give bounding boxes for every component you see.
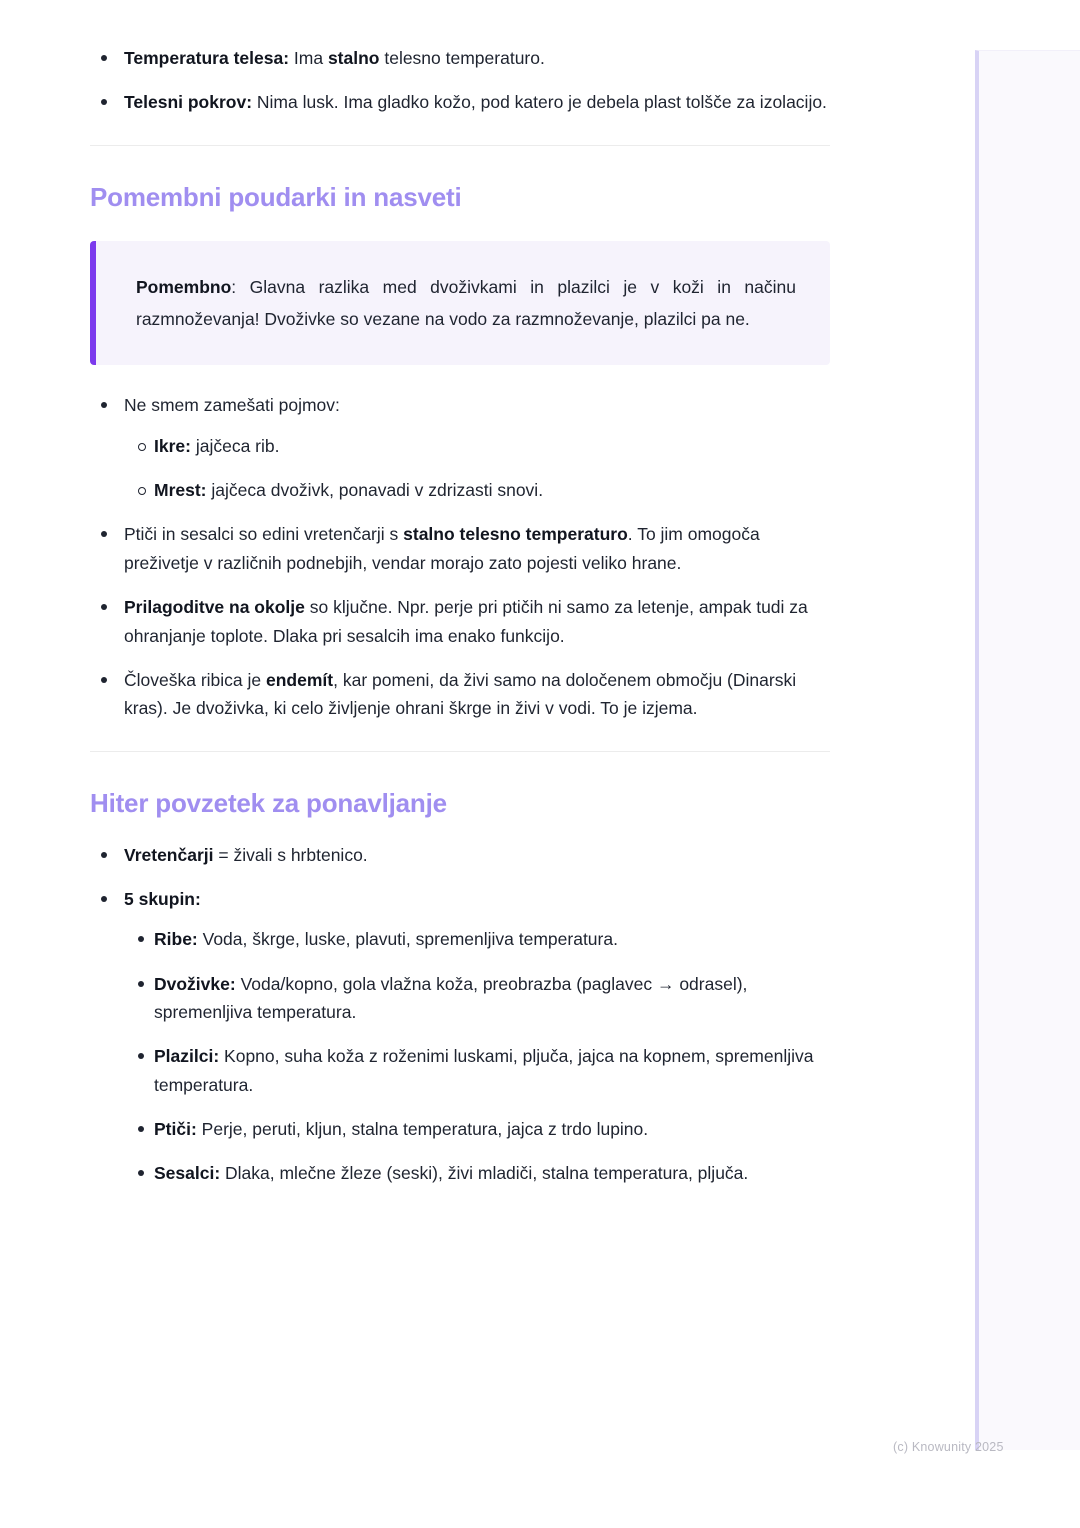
list-item-text: Kopno, suha koža z roženimi luskami, pljuča, jajca na kopnem, spremenljiva temperatura. (154, 1046, 814, 1095)
list-item-emphasis: endemít (266, 669, 334, 690)
section-heading-summary: Hiter povzetek za ponavljanje (90, 787, 447, 818)
list-item-text-tail: . To jim omogoča preživetje v različnih podnebjih, vendar morajo zato pojesti veliko hrane. (124, 524, 760, 573)
list-item-term: Plazilci: (154, 1046, 220, 1067)
list-item (124, 970, 830, 1027)
list-item (124, 1042, 830, 1099)
watermark: (c) Knowunity 2025 (893, 1440, 1004, 1454)
list-item-text-lead: Ptiči in sesalci so edini vretenčarji s (124, 524, 404, 545)
list-item-term: Telesni pokrov: (124, 92, 253, 113)
list-item (90, 520, 830, 577)
list-item-text-lead: Človeška ribica je (124, 669, 266, 690)
important-callout (90, 241, 830, 366)
callout-label: Pomembno (136, 276, 232, 297)
highlights-bullet-list (90, 391, 830, 722)
list-item (90, 88, 830, 116)
list-item-term: Ikre: (154, 435, 191, 456)
list-item-text: Ne smem zamešati pojmov: (124, 395, 340, 416)
list-item (124, 925, 830, 953)
summary-bullet-list (90, 841, 830, 1188)
list-item-emphasis: stalno telesno temperaturo (403, 524, 628, 545)
list-item-text: Perje, peruti, kljun, stalna temperatura, jajca z trdo lupino. (196, 1118, 649, 1139)
list-item-term: Mrest: (154, 480, 207, 501)
section-divider (90, 751, 830, 752)
list-item-term: Temperatura telesa: (124, 48, 290, 68)
list-item-text: jajčeca rib. (190, 435, 280, 456)
list-item-text: Voda/kopno, gola vlažna koža, preobrazba (paglavec → odrasel), spremenljiva temperatura. (154, 973, 748, 1022)
list-item-term: Sesalci: (154, 1163, 221, 1184)
list-item-text-tail: telesno temperaturo. (379, 48, 545, 68)
list-item (90, 44, 830, 72)
list-item-emphasis: stalno (327, 48, 380, 68)
list-item (90, 841, 830, 869)
section-divider (90, 145, 830, 146)
list-item (90, 666, 830, 723)
list-item-term: 5 skupin: (124, 888, 201, 909)
list-item-term: Vretenčarji (124, 844, 214, 865)
list-item (90, 391, 830, 504)
list-item (124, 432, 830, 460)
list-item-term: Ptiči: (154, 1118, 197, 1139)
list-item-text: jajčeca dvoživk, ponavadi v zdrizasti snovi. (206, 480, 544, 501)
terms-sublist (124, 432, 830, 505)
list-item-text: Ima (289, 48, 328, 68)
list-item-term: Ribe: (154, 929, 198, 950)
list-item-text: so ključne. Npr. perje pri ptičih ni samo za letenje, ampak tudi za ohranjanje toplote. Dlaka pri sesalcih ima enako funkcijo. (124, 597, 808, 646)
top-bullet-list (90, 44, 830, 117)
callout-text (136, 271, 796, 336)
list-item-text: Nima lusk. Ima gladko kožo, pod katero je debela plast tolšče za izolacijo. (252, 92, 827, 113)
list-item-text-tail: , kar pomeni, da živi samo na določenem območju (Dinarski kras). Je dvoživka, ki celo življenje ohrani škrge in živi v vodi. To je izjema. (124, 669, 797, 719)
list-item-text: Voda, škrge, luske, plavuti, spremenljiva temperatura. (197, 929, 618, 950)
list-item-term: Dvoživke: (154, 973, 236, 994)
right-edge-panel (975, 50, 1080, 1450)
section-heading-highlights: Pomembni poudarki in nasveti (90, 181, 462, 212)
list-item (124, 476, 830, 504)
list-item (124, 1159, 830, 1187)
list-item (124, 1115, 830, 1143)
list-item (90, 593, 830, 650)
groups-sublist (124, 925, 830, 1187)
callout-body: : Glavna razlika med dvoživkami in plazilci je v koži in načinu razmnoževanja! Dvoživke so vezane na vodo za razmnoževanje, plazilci pa ne. (136, 276, 796, 330)
list-item (90, 885, 830, 1188)
list-item-text: = živali s hrbtenico. (213, 844, 368, 865)
list-item-text: Dlaka, mlečne žleze (seski), živi mladiči, stalna temperatura, pljuča. (220, 1163, 749, 1184)
list-item-term: Prilagoditve na okolje (124, 597, 305, 618)
